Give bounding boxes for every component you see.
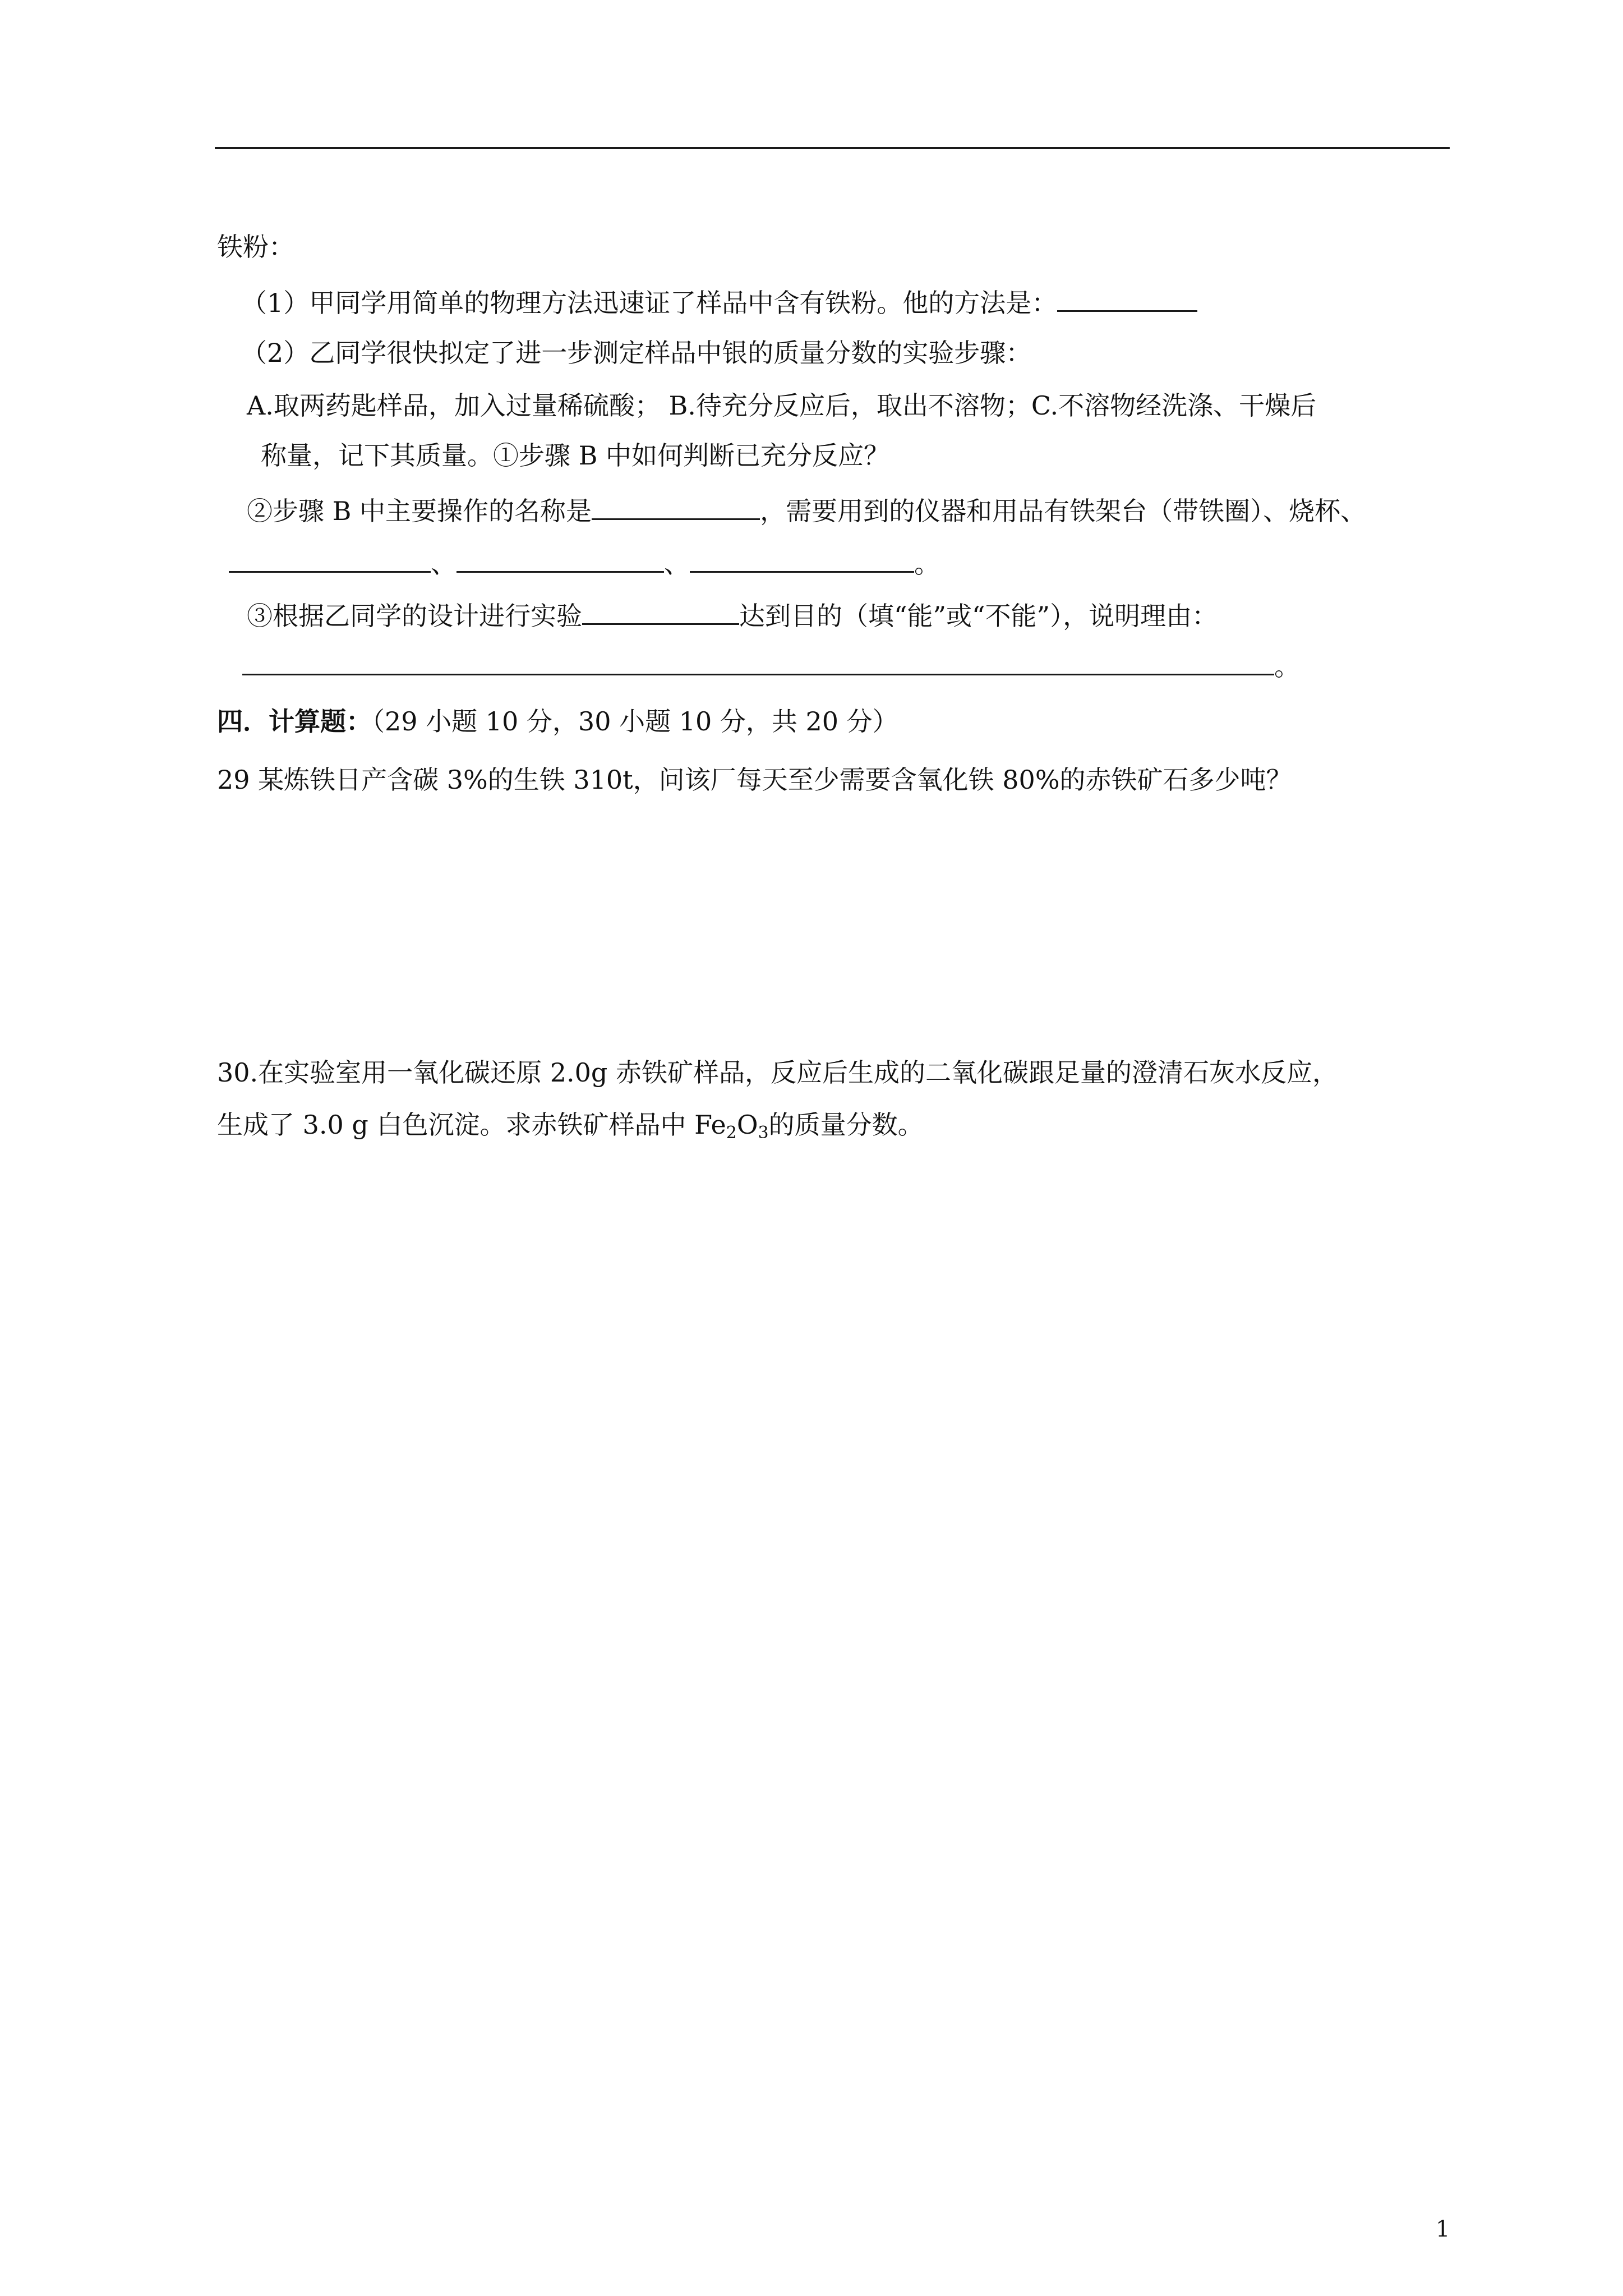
separator-2: 、 [664,549,690,579]
q30-subscript-3: 3 [758,1123,769,1143]
intro-text: 铁粉： [217,232,294,262]
separator-1: 、 [431,549,457,579]
reason-blank[interactable] [242,651,1274,675]
instrument-blank-3[interactable] [690,549,914,573]
sub-2-suffix: ，需要用到的仪器和用品有铁架台（带铁圈）、烧杯、 [760,496,1367,526]
instrument-blank-2[interactable] [457,549,664,573]
question-2-sub-3 [247,601,1218,629]
can-reach-goal-blank[interactable] [582,601,739,625]
question-2-steps-line-2: 称量，记下其质量。①步骤 B 中如何判断已充分反应？ [261,440,890,471]
q30-subscript-2: 2 [726,1123,737,1143]
section-4-heading [217,706,898,737]
question-2-intro: （2）乙同学很快拟定了进一步测定样品中银的质量分数的实验步骤： [241,338,1032,368]
section-4-title: 四．计算题： [217,706,372,737]
q30-text-c: 的质量分数。 [768,1110,924,1140]
question-2-sub-2 [247,496,1366,524]
question-1-text: （1）甲同学用简单的物理方法迅速证了样品中含有铁粉。他的方法是： [241,288,1058,318]
question-2-steps-line-1: A.取两药匙样品，加入过量稀硫酸； B.待充分反应后，取出不溶物；C.不溶物经洗涤、干燥后 [247,390,1317,421]
header-rule [215,147,1450,149]
q30-text-a: 生成了 3.0 g 白色沉淀。求赤铁矿样品中 Fe [217,1110,726,1140]
operation-name-blank[interactable] [592,496,760,520]
instrument-blank-1[interactable] [229,549,431,573]
question-29: 29 某炼铁日产含碳 3%的生铁 310t，问该厂每天至少需要含氧化铁 80%的赤铁矿石多少吨？ [217,765,1292,795]
instrument-blanks-line [229,549,940,577]
question-30-line-2 [217,1112,924,1142]
line-end-period: 。 [914,549,940,579]
reason-line [242,651,1300,682]
sub-3-suffix: 达到目的（填“能”或“不能”），说明理由： [739,601,1218,631]
q30-text-b: O [736,1110,758,1140]
section-4-points: （29 小题 10 分，30 小题 10 分，共 20 分） [372,706,898,737]
page-number: 1 [1436,2216,1450,2242]
reason-end-period: 。 [1274,651,1300,682]
sub-2-prefix: ②步骤 B 中主要操作的名称是 [247,496,592,526]
question-1-answer-blank[interactable] [1057,288,1197,312]
sub-3-prefix: ③根据乙同学的设计进行实验 [247,601,582,631]
question-1 [241,288,1197,316]
question-30-line-1: 30.在实验室用一氧化碳还原 2.0g 赤铁矿样品，反应后生成的二氧化碳跟足量的澄清石灰水反应， [217,1057,1339,1088]
